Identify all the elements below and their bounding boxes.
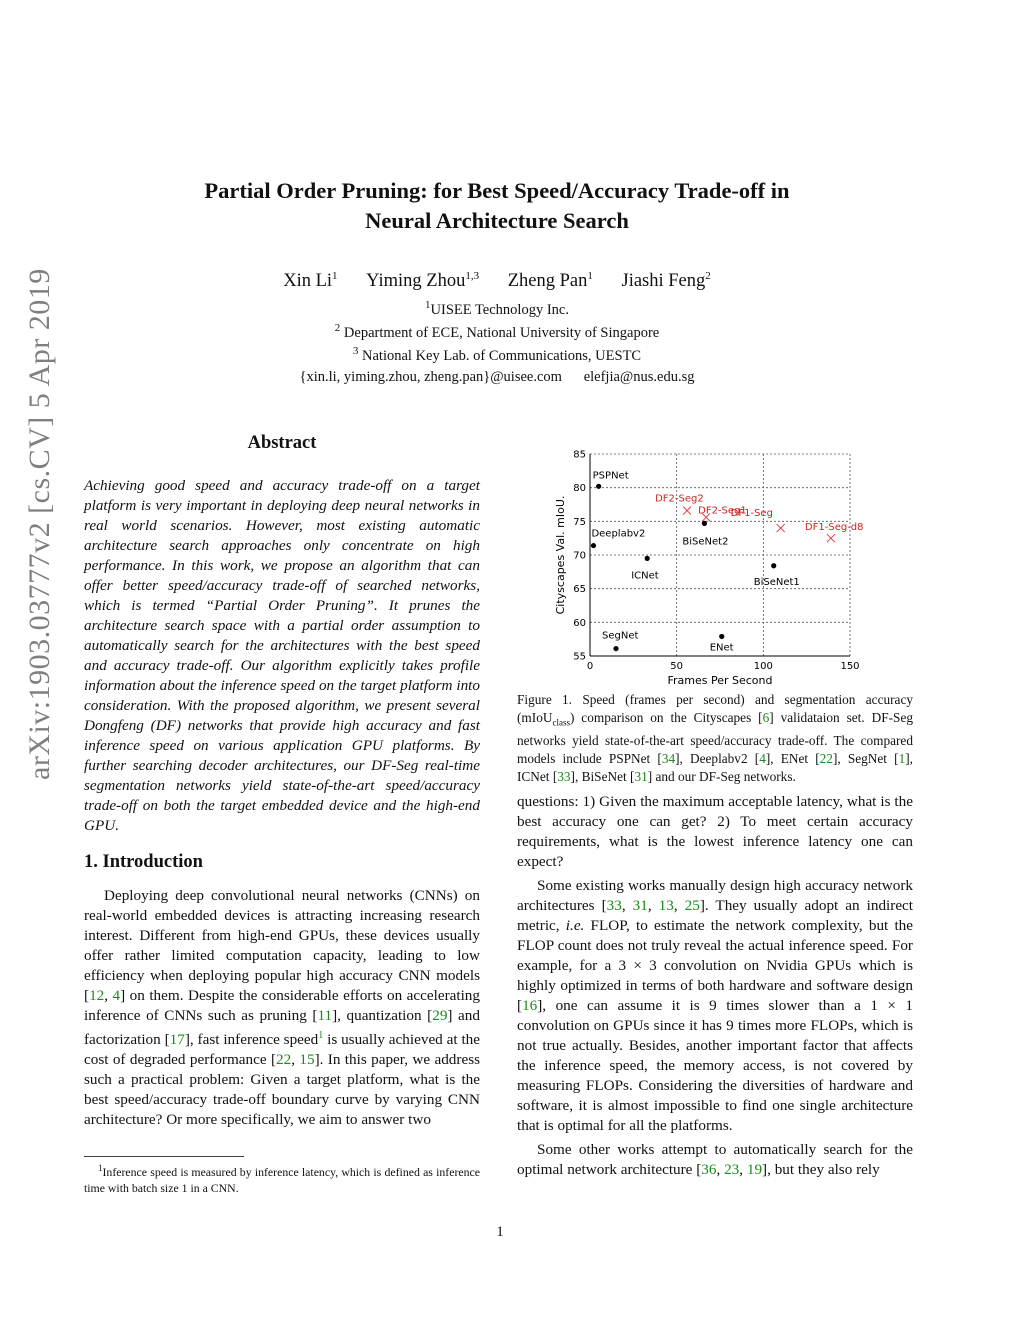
figure-caption: Figure 1. Speed (frames per second) and segmentation accuracy (mIoU$_{class}$) comparison on the Cityscapes [6] validataion set. DF-Seg networks yield state-of-the-art speed/accuracy trade-off. The compared models include PSPNet [34], Deeplabv2 [4], ENet [22], SegNet [1], ICNet [33], BiSeNet [31] and our DF-Seg networks. (517, 692, 913, 785)
citation-link[interactable]: 19 (746, 1161, 763, 1178)
x-tick-label: 50 (670, 661, 684, 672)
author: Zheng Pan$^1$ (507, 270, 593, 292)
point-label: DF2-Seg1 (698, 505, 747, 517)
citation-link[interactable]: 4 (112, 987, 121, 1004)
author: Jiashi Feng$^2$ (621, 270, 711, 292)
footnote: $^1$Inference speed is measured by inference latency, which is defined as inference time with batch size 1 in a CNN. (84, 1163, 480, 1195)
author: Xin Li$^1$ (283, 270, 338, 292)
point-label: PSPNet (592, 470, 629, 482)
title-line-1: Partial Order Pruning: for Best Speed/Accuracy Trade-off in (204, 178, 790, 203)
point-label: DF2-Seg2 (655, 493, 704, 505)
data-point (591, 543, 596, 548)
point-label: Deeplabv2 (591, 528, 646, 540)
data-point (771, 563, 776, 568)
author: Yiming Zhou$^{1,3}$ (366, 270, 480, 292)
x-axis-label: Frames Per Second (667, 674, 773, 687)
affiliation: $^2$ Department of ECE, National University of Singapore (334, 322, 660, 341)
paragraph: Some other works attempt to automatically search for the optimal network architecture [36, 23, 19], but they also rely (517, 1141, 913, 1178)
y-tick-label: 85 (573, 449, 586, 461)
point-label: ICNet (631, 570, 659, 582)
page-number: 1 (496, 1224, 504, 1240)
y-tick-label: 75 (573, 516, 586, 528)
section-heading: 1. Introduction (84, 852, 203, 872)
citation-link[interactable]: 22 (819, 751, 833, 767)
footnote-link[interactable]: 1 (318, 1030, 324, 1041)
abstract-text: Achieving good speed and accuracy trade-off on a target platform is very important in deploying deep neural networks in real world scenarios. However, most existing automatic architecture search approaches only concentrate on high performance. In this work, we propose an algorithm that can offer better speed/accuracy trade-off of searched networks, which is termed “Partial Order Pruning”. It prunes the architecture search space with a partial order assumption to automatically search for the architectures with the best speed and accuracy trade-off. Our algorithm explicitly takes profile information about the inference speed on the target platform into consideration. With the proposed algorithm, we present several Dongfeng (DF) networks that provide high accuracy and fast inference speed on various application GPU platforms. By further searching decoder architectures, our DF-Seg real-time segmentation networks yield state-of-the-art speed/accuracy trade-off on both the target embedded device and the high-end GPU. (84, 477, 480, 834)
email-line: {xin.li, yiming.zhou, zheng.pan}@uisee.com elefjia@nus.edu.sg (299, 369, 695, 385)
y-tick-label: 80 (573, 483, 586, 495)
y-tick-label: 55 (573, 651, 586, 663)
data-point (613, 646, 618, 651)
paper-title (100, 176, 894, 236)
paragraph: Some existing works manually design high accuracy network architectures [33, 31, 13, 25]. They usually adopt an indirect metric, i.e. FLOP, to estimate the network complexity, but the FLOP count does not truly reveal the actual inference speed. For example, for a 3 × 3 convolution on Nvidia GPUs which is highly optimized in terms of both hardware and software design [16], one can assume it is 9 times slower than a 1 × 1 convolution on GPUs since it has 9 times more FLOPs, which is not true actually. Besides, another important factor that affects the inference speed, the memory access, is not covered by measuring FLOPs. Considering the diversities of hardware and software, it is almost impossible to find one single architecture that is optimal for all the platforms. (517, 877, 914, 1134)
footnote-rule (84, 1156, 244, 1157)
point-label: BiSeNet2 (682, 536, 729, 548)
affiliation: $^1$UISEE Technology Inc. (425, 299, 569, 318)
y-axis-label: Cityscapes Val. mIoU. (554, 495, 567, 615)
citation-link[interactable]: 22 (276, 1051, 292, 1069)
citation-link[interactable]: 31 (632, 897, 648, 914)
paragraph: questions: 1) Given the maximum acceptable latency, what is the best accuracy one can get? 2) To meet certain accuracy requirements, what is the lowest inference latency one can expect? (517, 793, 913, 870)
citation-link[interactable]: 11 (317, 1007, 333, 1024)
citation-link[interactable]: 13 (658, 897, 674, 914)
data-point (645, 556, 650, 561)
affiliation: $^3$ National Key Lab. of Communications, UESTC (352, 345, 642, 364)
right-column-text (517, 792, 913, 1184)
data-point (777, 524, 785, 532)
data-point (719, 634, 724, 639)
x-tick-label: 0 (586, 661, 594, 672)
data-point (596, 484, 601, 489)
abstract-heading: Abstract (247, 433, 317, 453)
point-label: BiSeNet1 (753, 576, 800, 588)
y-tick-label: 60 (573, 617, 586, 629)
author-list (100, 270, 894, 292)
title-line-2: Neural Architecture Search (365, 208, 629, 233)
citation-link[interactable]: 31 (634, 769, 648, 785)
x-tick-label: 100 (753, 661, 773, 672)
intro-paragraph: Deploying deep convolutional neural networks (CNNs) on real-world embedded devices is attracting increasing research interest. Different from high-end GPUs, these devices usually offer rather limited computation capacity, leading to low efficiency when deploying popular high accuracy CNN models [12, 4] on them. Despite the considerable efforts on accelerating inference of CNNs such as pruning [11], quantization [29] and factorization [17], fast inference speed$^1$ is usually achieved at the cost of degraded performance [22, 15]. In this paper, we address such a practical problem: Given a target platform, what is the best speed/accuracy trade-off boundary curve by varying CNN architecture? Or more specifically, we aim to answer two (84, 887, 481, 1129)
citation-link[interactable]: 16 (522, 997, 538, 1014)
citation-link[interactable]: 4 (759, 751, 766, 767)
arxiv-stamp: arXiv:1903.03777v2 [cs.CV] 5 Apr 2019 (23, 268, 56, 780)
citation-link[interactable]: 36 (701, 1161, 717, 1178)
citation-link[interactable]: 33 (557, 769, 571, 785)
citation-link[interactable]: 23 (724, 1161, 740, 1178)
point-label: ENet (709, 642, 734, 654)
citation-link[interactable]: 33 (606, 897, 622, 914)
citation-link[interactable]: 1 (898, 751, 906, 767)
citation-link[interactable]: 12 (89, 987, 105, 1004)
point-label: DF1-Seg-d8 (804, 522, 864, 534)
x-tick-label: 150 (840, 661, 860, 672)
citation-link[interactable]: 17 (169, 1031, 185, 1049)
data-point (827, 534, 835, 542)
data-point (683, 507, 691, 515)
citation-link[interactable]: 25 (684, 897, 700, 914)
point-label: DF1-Seg (730, 508, 773, 520)
citation-link[interactable]: 34 (661, 751, 676, 767)
point-label: SegNet (602, 630, 639, 642)
chart-marks (591, 470, 864, 653)
figure-1-chart (548, 444, 888, 688)
y-tick-label: 65 (573, 584, 586, 596)
chart-grid (590, 454, 850, 656)
citation-link[interactable]: 6 (762, 710, 770, 726)
y-tick-label: 70 (573, 550, 586, 562)
citation-link[interactable]: 15 (299, 1051, 315, 1069)
citation-link[interactable]: 29 (432, 1007, 448, 1024)
